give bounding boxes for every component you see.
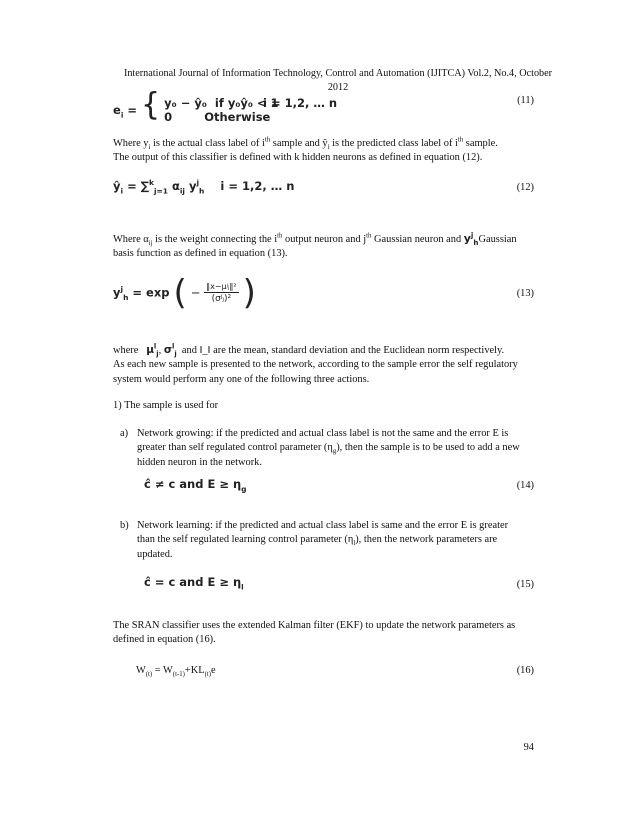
para4-line1: The SRAN classifier uses the extended Kalman filter (EKF) to update the network parameters as bbox=[113, 620, 516, 631]
paragraph-3 bbox=[113, 343, 533, 387]
eq11-range: i = 1,2, … n bbox=[263, 96, 338, 110]
eq12-range: i = 1,2, … n bbox=[220, 179, 295, 193]
equation-16: $W_{(t)} = W_{(t-1)}+KL_{(t)}e$ bbox=[136, 665, 216, 679]
para2-symbol: $y^j_h$ bbox=[463, 230, 479, 248]
equation-11 bbox=[113, 86, 279, 124]
para1-line2: The output of this classifier is defined with k hidden neurons as defined in equation (12). bbox=[113, 152, 483, 164]
eq11-brace: { bbox=[141, 86, 161, 123]
item-a-line3: hidden neuron in the network. bbox=[137, 456, 262, 468]
para3-line3: system would perform any one of the following three actions. bbox=[113, 373, 370, 385]
eq13-fraction bbox=[204, 281, 239, 305]
list-intro: 1) The sample is used for bbox=[113, 400, 219, 411]
para1-line1: Where $y_i$ is the actual class label of $i^{th}$ sample and $ŷ_i$ is the predicted class label of $i^{th}$ sample. bbox=[113, 136, 498, 152]
equation-12: $ŷ_i = \sum^k_{j=1}$ $\alpha_{ij}$ $y^j_h$ i = 1,2, … n bbox=[113, 178, 295, 196]
eq11-case2: 0 Otherwise bbox=[164, 109, 271, 124]
eq13-numerator: ‖x−μʲⱼ‖² bbox=[204, 281, 239, 293]
para2-line1: Where $\alpha_{ij}$ is the weight connecting the $i^{th}$ output neuron and $j^{th}$ Gaussian neuron and $y^j_hGaussian$ bbox=[113, 230, 517, 248]
eq11-cases bbox=[164, 97, 278, 123]
paragraph-2 bbox=[113, 231, 533, 262]
equation-13: $y^j_h = \exp$ ( − $\frac{\text{‖x−μʲⱼ‖²}}{\text{(σʲⱼ)²}}$ ) bbox=[113, 273, 256, 313]
item-b-line3: updated. bbox=[137, 548, 173, 560]
eq15-number: (15) bbox=[516, 579, 534, 590]
journal-header: International Journal of Information Technology, Control and Automation (IJITCA) Vol.2, No.4, October 2012 bbox=[123, 68, 553, 94]
para3-mu-symbol: $\mu^l_j$ bbox=[146, 342, 159, 359]
para3-sigma-symbol: $\sigma^l_j$ bbox=[163, 342, 177, 359]
item-a-line1: Network growing: if the predicted and actual class label is not the same and the error E is bbox=[137, 428, 509, 439]
item-b-line2: than the self regulated learning control parameter $(\eta_l)$, then the network parameters are bbox=[137, 534, 498, 548]
item-a bbox=[137, 427, 533, 470]
page-number: 94 bbox=[523, 742, 534, 753]
eq14-number: (14) bbox=[516, 480, 534, 491]
equation-15: ĉ = c and $E \ge \eta_l$ bbox=[144, 575, 244, 592]
eq16-number: (16) bbox=[516, 665, 534, 676]
para2-line2: basis function as defined in equation (13). bbox=[113, 248, 288, 260]
eq13-close-paren: ) bbox=[242, 273, 256, 313]
item-a-line2: greater than self regulated control parameter $(\eta_g)$, then the sample is to be used to add a new bbox=[137, 442, 520, 456]
item-b-label: b) bbox=[120, 520, 129, 531]
item-b bbox=[137, 519, 533, 562]
paragraph-4 bbox=[113, 619, 533, 648]
eq11-equals: = bbox=[127, 103, 138, 117]
para3-line2: As each new sample is presented to the network, according to the sample error the self regulatory bbox=[113, 359, 518, 371]
para3-line1: where $\mu^l_j$, $\sigma^l_j$ and ‖_‖ are the mean, standard deviation and the Euclidean norm respectively. bbox=[113, 342, 505, 359]
eq13-number: (13) bbox=[516, 288, 534, 299]
equation-14: ĉ ≠ c and $E \ge \eta_g$ bbox=[144, 477, 247, 494]
eq11-case1: y₀ − ŷ₀ if y₀ŷ₀ < 1 bbox=[164, 96, 279, 111]
paragraph-1 bbox=[113, 137, 533, 166]
item-a-label: a) bbox=[120, 428, 129, 439]
eq13-denominator: (σʲⱼ)² bbox=[211, 293, 232, 304]
para4-line2: defined in equation (16). bbox=[113, 634, 216, 646]
eq13-open-paren: ( bbox=[173, 273, 187, 313]
item-b-line1: Network learning: if the predicted and actual class label is same and the error E is greater bbox=[137, 520, 509, 531]
eq11-lhs: $e_i$ bbox=[113, 103, 124, 120]
eq12-number: (12) bbox=[516, 182, 534, 193]
eq11-number: (11) bbox=[517, 95, 534, 106]
